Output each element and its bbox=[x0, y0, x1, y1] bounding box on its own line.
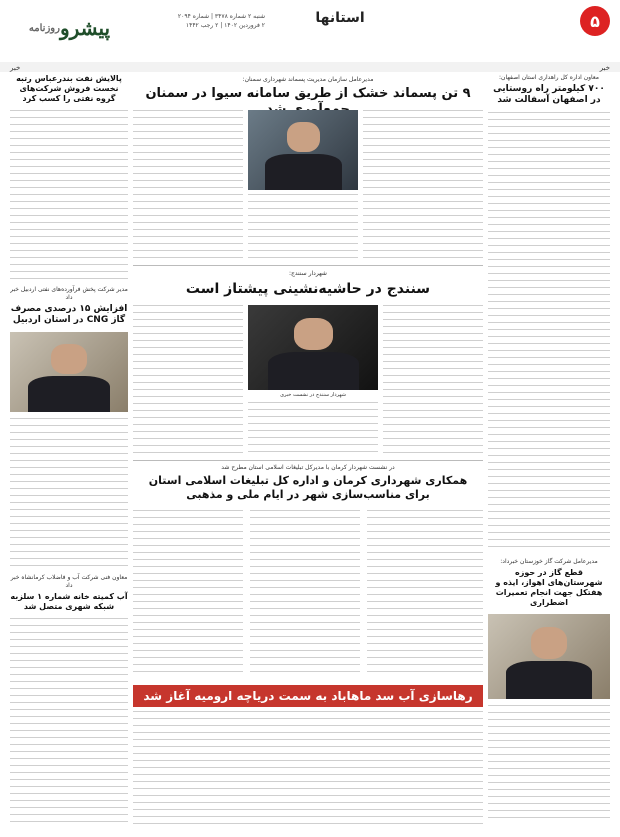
body-sanandaj-left bbox=[133, 305, 243, 455]
body-mahabad bbox=[133, 711, 483, 827]
left-column bbox=[10, 74, 128, 824]
photo-khuzestan-official bbox=[488, 614, 610, 699]
caption-sanandaj: شهردار سنندج در نشست خبری bbox=[280, 392, 346, 398]
headline-water: آب کمیته خانه شماره ۱ سلزبه شبکه شهری متصل شد bbox=[10, 592, 128, 611]
body-text-cng bbox=[10, 418, 128, 568]
masthead bbox=[0, 0, 620, 64]
body-semnan-left bbox=[133, 110, 243, 260]
page-number-badge: ۵ bbox=[580, 6, 610, 36]
newspaper-logo bbox=[8, 8, 128, 48]
photo-face bbox=[51, 344, 86, 374]
kicker-water: معاون فنی شرکت آب و فاضلاب کرمانشاه خبر داد bbox=[10, 574, 128, 589]
headline-kerman: همکاری شهرداری کرمان و اداره کل تبلیغات اسلامی استان برای مناسب‌سازی شهر در ایام ملی و مذهبی bbox=[148, 474, 468, 501]
headline-isfahan: ۷۰۰ کیلومتر راه روستایی در اصفهان آسفالت شد bbox=[493, 84, 605, 105]
photo-sanandaj-mayor bbox=[248, 305, 378, 390]
headline-mahabad: رهاسازی آب سد ماهاباد به سمت دریاچه ارومیه آغاز شد bbox=[133, 685, 483, 707]
headline-semnan: ۹ تن پسماند خشک از طریق سامانه سیوا در سمنان bbox=[145, 86, 471, 101]
photo-suit bbox=[268, 352, 359, 390]
issue-line-2: ۲ فروردین ۱۴۰۲ | ۲ رجب ۱۴۴۲ bbox=[185, 22, 265, 29]
photo-cng-official bbox=[10, 332, 128, 412]
body-sanandaj-right bbox=[383, 305, 483, 455]
body-kerman-2 bbox=[250, 510, 360, 675]
body-semnan-center bbox=[248, 194, 358, 260]
photo-face bbox=[294, 318, 333, 350]
logo-text: پیشرو bbox=[59, 16, 111, 40]
body-text-water bbox=[10, 618, 128, 824]
kicker-kerman: در نشست شهردار کرمان با مدیرکل تبلیغات اسلامی استان مطرح شد bbox=[221, 464, 395, 471]
kicker-cng: مدیر شرکت پخش فرآورده‌های نفتی اردبیل خبر داد bbox=[10, 286, 128, 301]
body-semnan-right bbox=[363, 110, 483, 260]
section-title: استانها bbox=[315, 10, 365, 26]
photo-khuzestan-wrap bbox=[488, 614, 610, 699]
logo-subtext: روزنامه bbox=[28, 22, 60, 34]
right-column bbox=[488, 74, 610, 824]
issue-info bbox=[135, 12, 265, 30]
kicker-sanandaj: شهردار سنندج: bbox=[289, 270, 327, 277]
body-isfahan bbox=[488, 112, 610, 552]
kicker-khuzestan: مدیرعامل شرکت گاز خوزستان خبرداد: bbox=[500, 558, 598, 565]
body-text-refinery bbox=[10, 110, 128, 280]
body-kerman-3 bbox=[367, 510, 483, 675]
photo-face bbox=[531, 627, 568, 659]
body-khuzestan bbox=[488, 705, 610, 824]
photo-suit bbox=[28, 376, 111, 412]
headline-refinery: پالایش نفت بندرعباس رتبه نخست فروش شرکت‌های گروه نفتی را کسب کرد bbox=[16, 74, 122, 103]
body-sanandaj-center bbox=[248, 402, 378, 455]
headline-khuzestan: قطع گاز در حوزه شهرستان‌های اهواز، ایذه و هفتکل جهت انجام تعمیرات اضطراری bbox=[495, 568, 603, 607]
news-label-left: خبر bbox=[10, 64, 21, 72]
news-label-right: خبر bbox=[599, 64, 610, 72]
kicker-semnan: مدیرعامل سازمان مدیریت پسماند شهرداری سمنان: bbox=[242, 76, 374, 83]
photo-semnan-official bbox=[248, 110, 358, 190]
bottom-story bbox=[133, 685, 483, 827]
divider bbox=[133, 460, 483, 461]
kicker-isfahan: معاون اداره کل راهداری استان اصفهان: bbox=[499, 74, 599, 81]
subheader-strip bbox=[0, 62, 620, 72]
photo-face bbox=[287, 122, 320, 152]
divider bbox=[133, 265, 483, 266]
photo-cng-wrap bbox=[10, 332, 128, 412]
photo-suit bbox=[265, 154, 342, 190]
headline-sanandaj: سنندج در حاشیه‌نشینی پیشتاز است bbox=[185, 281, 431, 297]
headline-cng: افزایش ۱۵ درصدی مصرف گاز CNG در استان اردبیل bbox=[10, 304, 128, 325]
issue-line-1: شنبه ۲ شماره ۳۴۷۸ | شماره ۲۰۹۴ bbox=[177, 13, 265, 20]
body-kerman-1 bbox=[133, 510, 243, 675]
photo-suit bbox=[506, 661, 591, 699]
